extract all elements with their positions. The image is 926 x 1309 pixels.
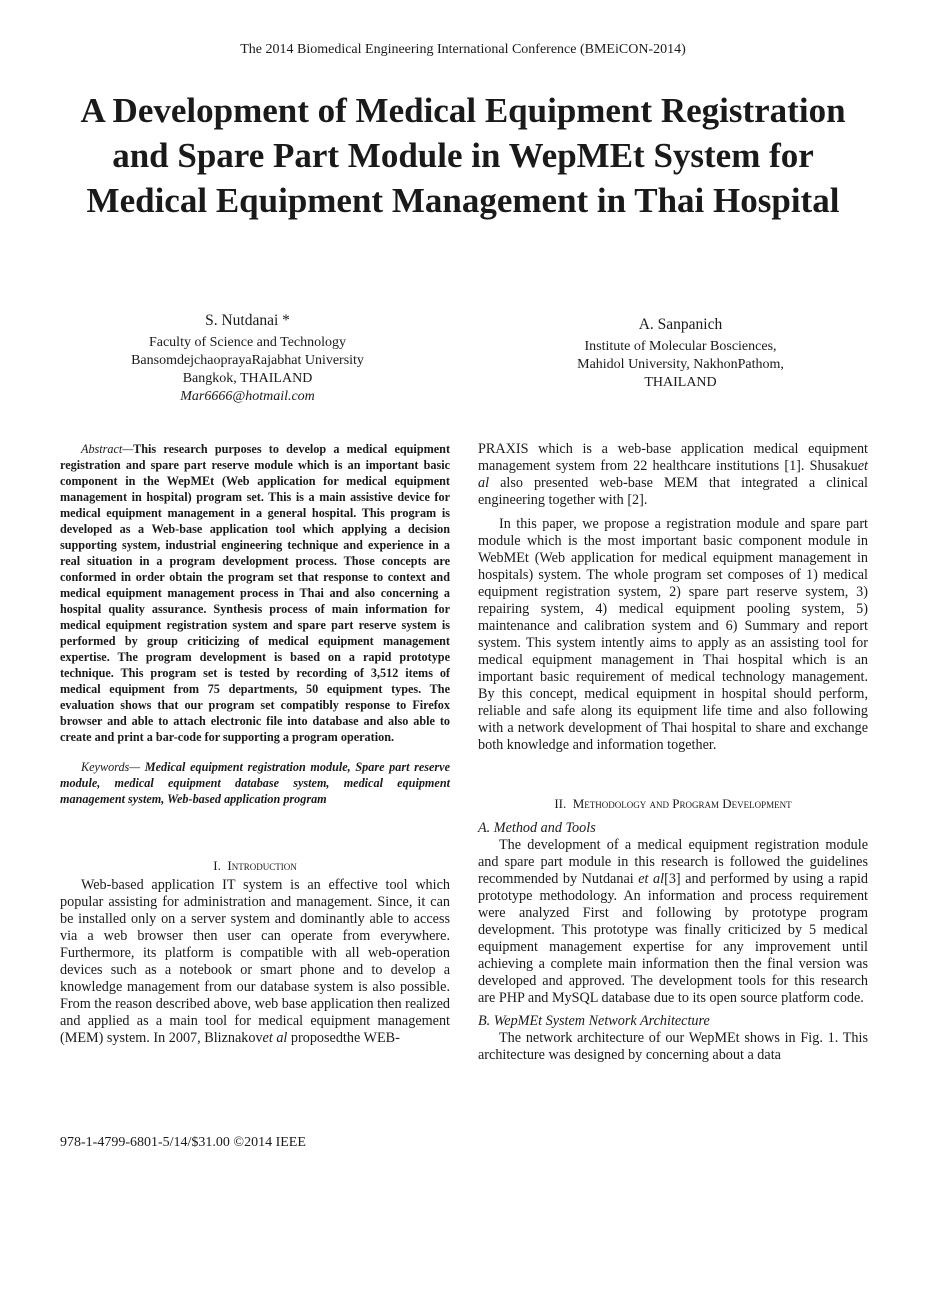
author-affiliation-line: Institute of Molecular Bosciences, xyxy=(584,339,777,354)
intro-paragraph xyxy=(60,877,450,1047)
subsection-heading-method-tools: A. Method and Tools xyxy=(478,820,596,836)
abstract-label: Abstract— xyxy=(81,442,134,456)
section-heading-introduction xyxy=(60,857,450,875)
keywords xyxy=(60,759,450,807)
section-title: Introduction xyxy=(227,858,297,873)
keywords-label: Keywords— xyxy=(81,760,141,774)
left-column xyxy=(60,441,450,1047)
text-run-italic: et al xyxy=(262,1030,288,1046)
section-heading-methodology xyxy=(478,795,868,813)
author-block-2 xyxy=(528,315,833,392)
abstract xyxy=(60,441,450,745)
text-run-italic: et al xyxy=(478,458,868,491)
conference-header: The 2014 Biomedical Engineering International Conference (BMEiCON-2014) xyxy=(240,42,686,57)
paper-proposal-paragraph: In this paper, we propose a registration module and spare part module which is the most important basic component module in WebMEt (Web application for medical equipment management in hospitals) system. The whole program set composes of 1) medical equipment registration system, 2) spare part reserve system, 3) repairing system, 4) medical equipment pooling system, 5) maintenance and calibration system and 6) Summary and report system. This system intently aims to apply as an assisting tool for medical equipment management in Thai hospital which is an important basic requirement of medical technology management. By this concept, medical equipment in hospital should perform, reliable and safe along its equipment life time and also following with a network development of Thai hospital to share and exchange both knowledge and information together. xyxy=(478,516,868,753)
text-run: proposedthe WEB- xyxy=(287,1030,400,1046)
subsection-heading-network-architecture: B. WepMEt System Network Architecture xyxy=(478,1013,710,1029)
text-run: The development of a medical equipment registration module and spare part module in this research is followed the guidelines recommended by Nutdanai xyxy=(478,837,868,887)
copyright-footer: 978-1-4799-6801-5/14/$31.00 ©2014 IEEE xyxy=(60,1135,306,1150)
author-name: A. Sanpanich xyxy=(638,316,723,333)
architecture-paragraph: The network architecture of our WepMEt shows in Fig. 1. This architecture was designed by concerning about a data xyxy=(478,1030,868,1063)
author-affiliation-line: Bangkok, THAILAND xyxy=(182,371,313,386)
continued-paragraph xyxy=(478,441,868,509)
author-block-1 xyxy=(95,311,400,406)
text-run: PRAXIS which is a web-base application medical equipment management system from 22 healthcare institutions [1]. Shusaku xyxy=(478,441,868,474)
abstract-text: This research purposes to develop a medical equipment registration and spare part reserve module which is an important basic component in the WepMEt (Web application for medical equipment management in hospital) program set. This is a main assistive device for medical equipment management in a general hospital. This program is developed as a Web-base application tool which applying a decision supporting system, industrial engineering technique and experience in a real situation in a program development process. Those concepts are conformed in order obtain the program set that response to context and medical equipment management process in Thai and also concerning a hospital quality assurance. Synthesis process of main information for medical equipment registration system and spare part reserve system is performed by group criticizing of medical equipment management expertise. The program development is based on a rapid prototype technique. This program set is tested by recording of 3,512 items of medical equipment from 75 departments, 50 equipment types. The evaluation shows that our program set compatibly response to Firefox browser and able to attach electronic file into database and also able to create and print a bar-code for supporting a program operation. xyxy=(60,442,450,744)
paper-title: A Development of Medical Equipment Registration and Spare Part Module in WepMEt System for Medical Equipment Management in Thai Hospital xyxy=(80,91,846,220)
author-name: S. Nutdanai * xyxy=(205,312,290,329)
author-affiliation-line: Mahidol University, NakhonPathom, xyxy=(577,357,784,372)
keywords-text: Medical equipment registration module, Spare part reserve module, medical equipment database system, medical equipment management system, Web-based application program xyxy=(60,760,450,806)
method-paragraph xyxy=(478,837,868,1007)
text-run-italic: et al xyxy=(638,871,665,887)
author-affiliation-line: BansomdejchaoprayaRajabhat University xyxy=(131,353,364,368)
author-email: Mar6666@hotmail.com xyxy=(180,389,315,404)
text-run: Web-based application IT system is an effective tool which popular assisting for administration and management. Since, it can be installed only on a server system and dominantly able to access via a web browser then user can operate from everywhere. Furthermore, its platform is compatible with all web-operation devices such as a notebook or smart phone and to develop a knowledge management from our database system is also possible. From the reason described above, web base application then realized and applied as a main tool for medical equipment management (MEM) system. In 2007, Bliznakov xyxy=(60,877,451,1046)
text-run: [3] and performed by using a rapid prototype methodology. An information and process requirement were analyzed First and following by prototype program development. This prototype was finally criticized by 5 medical equipment management expertise for any improvement until achieving a complete main information then the final version was developed and approved. The development tools for this research are PHP and MySQL database due to its open source platform code. xyxy=(478,871,868,1006)
section-title: Methodology and Program Development xyxy=(572,796,792,811)
right-column xyxy=(478,441,868,1064)
section-number: II. xyxy=(554,796,567,811)
author-affiliation-line: THAILAND xyxy=(644,375,717,390)
text-run: also presented web-base MEM that integrated a clinical engineering together with [2]. xyxy=(478,475,868,508)
section-number: I. xyxy=(213,858,221,873)
author-affiliation-line: Faculty of Science and Technology xyxy=(148,335,347,350)
